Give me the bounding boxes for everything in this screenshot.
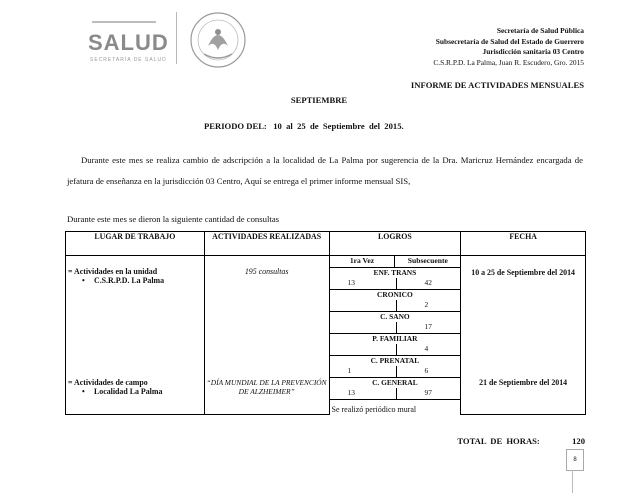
logro-a: 13 [347, 388, 355, 397]
bullet-icon: • [82, 387, 85, 396]
institution-header [433, 26, 584, 68]
intro-paragraph [67, 150, 583, 192]
total-hours-value: 120 [572, 436, 585, 446]
page-edge-line [572, 470, 573, 493]
logro-item [330, 290, 461, 312]
logro-item [330, 356, 461, 378]
header-line-2: Subsecretaría de Salud del Estado de Guerrero [435, 36, 584, 46]
logro-divider [396, 366, 397, 377]
logro-divider [396, 344, 397, 355]
actividad-unidad-cell [204, 256, 329, 365]
logro-item [330, 268, 461, 290]
logro-b: 4 [424, 344, 429, 353]
fecha-unidad-cell [461, 256, 586, 365]
total-hours [457, 436, 585, 446]
bullet-icon: • [82, 276, 85, 285]
report-month: SEPTIEMBRE [290, 95, 348, 105]
consultas-intro: Durante este mes se dieron la siguiente cantidad de consultas [67, 214, 280, 224]
actividad-campo-cell [204, 364, 329, 414]
logro-label: C. SANO [380, 312, 410, 321]
logro-divider [396, 278, 397, 289]
header-line-3: Jurisdicción sanitaria 03 Centro [482, 47, 584, 57]
logro-item [330, 378, 461, 400]
table-header-row [66, 232, 586, 256]
table-row [66, 364, 586, 414]
fecha-campo: 21 de Septiembre del 2014 [479, 378, 568, 387]
logros-cell [329, 256, 461, 415]
page-number: 8 [566, 449, 584, 471]
header-line-4: C.S.R.P.D. La Palma, Juan R. Escudero, Gro. 2015 [433, 57, 584, 67]
logros-sub-b: Subsecuente [407, 256, 448, 265]
actividad-campo: “DÍA MUNDIAL DE LA PREVENCIÓN DE ALZHEIMER” [206, 378, 327, 396]
header-actividades: ACTIVIDADES REALIZADAS [204, 232, 329, 256]
logro-b: 17 [424, 322, 432, 331]
total-hours-label: TOTAL DE HORAS: [457, 436, 540, 446]
logro-b: 2 [424, 300, 429, 309]
fecha-campo-cell [461, 364, 586, 414]
lugar-campo-cell [66, 364, 205, 414]
logro-b: 97 [424, 388, 432, 397]
logro-divider [396, 388, 397, 399]
report-period: PERIODO DEL: 10 al 25 de Septiembre del 2015. [204, 121, 404, 131]
lugar-unidad: = Actividades en la unidad [68, 267, 158, 276]
paragraph-text: Durante este mes se realiza cambio de adscripción a la localidad de La Palma por sugerencia de la Dra. Maricruz Hernández encargada de jefatura de enseñanza en la jurisdicción 03 Centro, Aquí se entrega el primer informe mensual SIS, [67, 155, 583, 186]
logro-label: C. PRENATAL [370, 356, 420, 365]
header-line-1: Secretaría de Salud Pública [496, 26, 584, 35]
table-row [66, 256, 586, 365]
bullet-text: C.S.R.P.D. La Palma [94, 276, 165, 285]
list-item [82, 276, 204, 285]
header-lugar: LUGAR DE TRABAJO [66, 232, 205, 256]
logro-divider [396, 322, 397, 333]
header-fecha: FECHA [461, 232, 586, 256]
logro-divider [396, 300, 397, 311]
bullet-text: Localidad La Palma [94, 387, 163, 396]
logro-label: ENF. TRANS [373, 268, 417, 277]
lugar-campo: = Actividades de campo [68, 378, 148, 387]
actividad-unidad: 195 consultas [244, 267, 289, 276]
lugar-unidad-cell [66, 256, 205, 365]
mexico-seal-icon [186, 10, 250, 70]
list-item [82, 387, 204, 396]
logro-item [330, 312, 461, 334]
salud-subtitle: SECRETARÍA DE SALUD [90, 57, 167, 63]
activities-table [65, 231, 586, 415]
logro-a: 13 [347, 278, 355, 287]
salud-logo-ornament [92, 18, 156, 26]
logros-subheader [330, 256, 461, 268]
logro-b: 6 [424, 366, 429, 375]
header-logros: LOGROS [329, 232, 461, 256]
fecha-unidad: 10 a 25 de Septiembre del 2014 [471, 268, 575, 277]
logro-mural: Se realizó periódico mural [331, 405, 417, 414]
logro-item [330, 334, 461, 356]
logros-sub-a: 1ra Vez [330, 256, 396, 267]
salud-wordmark: SALUD [88, 30, 169, 55]
logro-label: CRONICO [377, 290, 413, 299]
logro-a: 1 [347, 366, 352, 375]
report-title: INFORME DE ACTIVIDADES MENSUALES [410, 80, 584, 90]
logro-label: P. FAMILIAR [372, 334, 418, 343]
logo-divider [176, 12, 177, 64]
logo-block [70, 10, 256, 76]
logro-b: 42 [424, 278, 432, 287]
logro-label: C. GENERAL [372, 378, 418, 387]
